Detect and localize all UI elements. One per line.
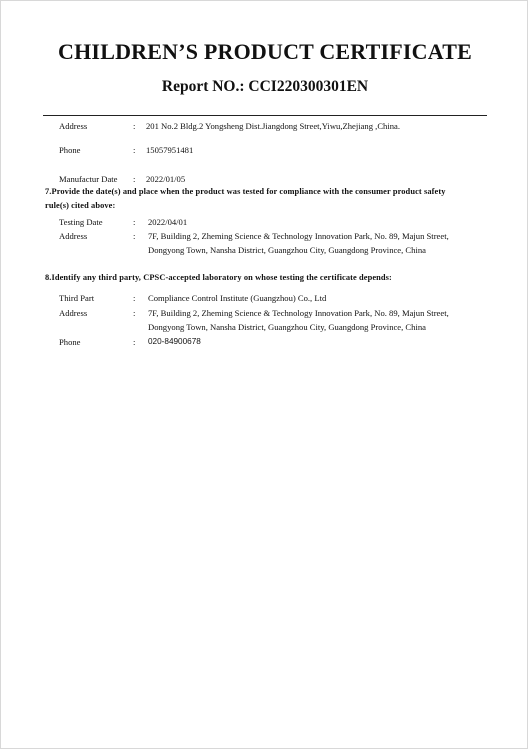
colon: :	[133, 174, 136, 184]
manufacture-date-value: 2022/01/05	[146, 174, 186, 184]
lab-address-line1: 7F, Building 2, Zheming Science & Technology Innovation Park, No. 89, Majun Street,	[148, 308, 449, 318]
colon: :	[133, 145, 136, 155]
report-number: Report NO.: CCI220300301EN	[161, 78, 369, 95]
manufacturer-address-value: 201 No.2 Bldg.2 Yongsheng Dist.Jiangdong Street,Yiwu,Zhejiang ,China.	[146, 121, 400, 131]
manufacturer-address-label: Address	[59, 121, 88, 131]
testing-date-label: Testing Date	[59, 217, 103, 227]
page-title: CHILDREN’S PRODUCT CERTIFICATE	[58, 39, 472, 64]
colon: :	[133, 337, 136, 347]
manufacture-date-label: Manufactur Date	[59, 174, 118, 184]
testing-date-value: 2022/04/01	[148, 217, 188, 227]
testing-address-label: Address	[59, 231, 88, 241]
colon: :	[133, 231, 136, 241]
testing-address-line2: Dongyong Town, Nansha District, Guangzhou City, Guangdong Province, China	[148, 245, 426, 255]
section-7-heading-line1: 7.Provide the date(s) and place when the product was tested for compliance with the consumer product safety	[45, 187, 446, 196]
third-part-label: Third Part	[59, 293, 95, 303]
section-8-heading: 8.Identify any third party, CPSC-accepted laboratory on whose testing the certificate depends:	[45, 273, 392, 282]
lab-address-line2: Dongyong Town, Nansha District, Guangzhou City, Guangdong Province, China	[148, 322, 426, 332]
third-part-value: Compliance Control Institute (Guangzhou) Co., Ltd	[148, 293, 327, 303]
colon: :	[133, 308, 136, 318]
colon: :	[133, 293, 136, 303]
manufacturer-phone-label: Phone	[59, 145, 81, 155]
colon: :	[133, 121, 136, 131]
header-divider	[43, 115, 487, 116]
lab-address-label: Address	[59, 308, 88, 318]
testing-address-line1: 7F, Building 2, Zheming Science & Technology Innovation Park, No. 89, Majun Street,	[148, 231, 449, 241]
manufacturer-phone-value: 15057951481	[146, 145, 194, 155]
lab-phone-label: Phone	[59, 337, 81, 347]
section-7-heading-line2: rule(s) cited above:	[45, 201, 116, 210]
colon: :	[133, 217, 136, 227]
lab-phone-value: 020-84900678	[148, 337, 201, 346]
